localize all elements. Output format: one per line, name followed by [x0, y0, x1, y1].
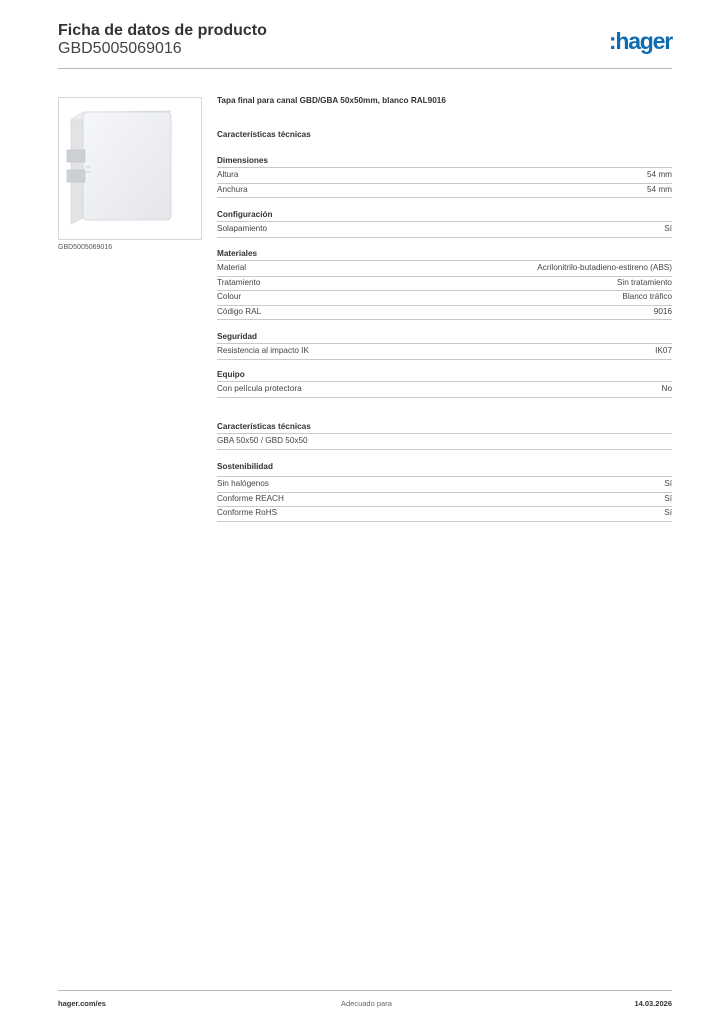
- footer-divider: [58, 990, 672, 991]
- spec-value: Acrilonitrilo-butadieno-estireno (ABS): [537, 263, 672, 272]
- spec-label: Resistencia al impacto IK: [217, 346, 309, 355]
- spec-label: Material: [217, 263, 247, 272]
- spec-value: No: [661, 384, 672, 393]
- spec-label: Conforme RoHS: [217, 508, 278, 517]
- footer-date: 14.03.2026: [634, 999, 672, 1008]
- end-cap-illustration: [59, 98, 201, 239]
- spec-label: Anchura: [217, 184, 248, 194]
- spec-value: Sin tratamiento: [616, 277, 672, 287]
- spec-row: [217, 276, 672, 292]
- spec-label: Solapamiento: [217, 224, 268, 233]
- section-title-technical: Características técnicas: [217, 130, 311, 139]
- hager-logo: :hager: [608, 28, 672, 54]
- spec-row: [217, 492, 672, 508]
- spec-row: [217, 433, 672, 450]
- spec-row: [217, 260, 672, 277]
- spec-row: [217, 381, 672, 398]
- spec-value: IK07: [655, 346, 672, 355]
- spec-value: 54 mm: [646, 184, 672, 194]
- spec-row: [217, 290, 672, 306]
- spec-value: Sí: [664, 493, 672, 503]
- spec-label: Con película protectora: [217, 384, 302, 393]
- spec-value: Sí: [664, 224, 672, 233]
- footer-website: hager.com/es: [58, 999, 106, 1008]
- section-title-equipment: Equipo: [217, 370, 245, 379]
- product-code: GBD5005069016: [58, 40, 182, 57]
- spec-value: Sí: [664, 479, 672, 488]
- document-title: Ficha de datos de producto: [58, 22, 267, 39]
- spec-row: [217, 476, 672, 493]
- section-title-configuration: Configuración: [217, 210, 273, 219]
- section-title-safety: Seguridad: [217, 332, 258, 341]
- spec-label: Altura: [217, 170, 239, 179]
- section-title-dimensions: Dimensiones: [217, 156, 268, 165]
- image-caption: GBD5005069016: [58, 244, 113, 251]
- header-divider: [58, 68, 672, 69]
- section-title-materials: Materiales: [217, 249, 258, 258]
- spec-row: [217, 343, 672, 360]
- spec-row: [217, 305, 672, 321]
- spec-value: Blanco tráfico: [622, 292, 672, 301]
- section-title-sustainability: Sostenibilidad: [217, 462, 273, 471]
- spec-value: 9016: [653, 306, 672, 316]
- spec-label: GBA 50x50 / GBD 50x50: [217, 436, 308, 445]
- page-header: [58, 22, 672, 70]
- product-image: [58, 97, 202, 240]
- spec-label: Conforme REACH: [217, 493, 284, 503]
- spec-row: [217, 167, 672, 184]
- section-title-technical-2: Características técnicas: [217, 422, 311, 431]
- spec-label: Código RAL: [217, 306, 262, 316]
- spec-value: 54 mm: [646, 170, 672, 179]
- footer-suitable-for: Adecuado para: [341, 999, 392, 1008]
- spec-row: [217, 183, 672, 199]
- spec-label: Colour: [217, 292, 242, 301]
- spec-label: Tratamiento: [217, 277, 261, 287]
- spec-row: [217, 221, 672, 238]
- spec-label: Sin halógenos: [217, 479, 269, 488]
- product-description: Tapa final para canal GBD/GBA 50x50mm, blanco RAL9016: [217, 96, 446, 105]
- spec-value: Sí: [664, 508, 672, 517]
- spec-row: [217, 506, 672, 522]
